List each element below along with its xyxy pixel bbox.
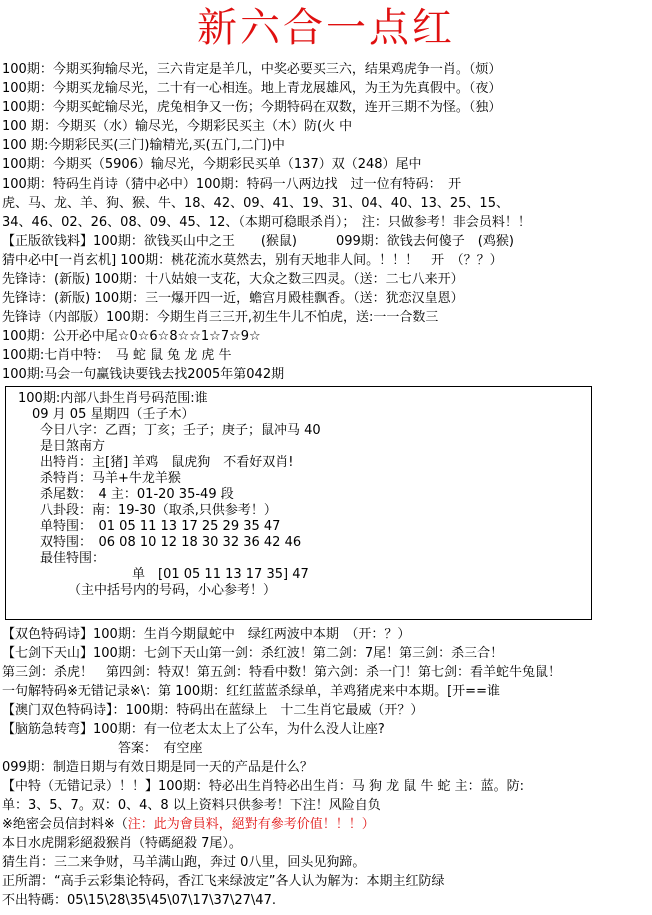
text-line: 猜生肖：三二来争财，马羊满山跑，奔过 0八里，回头见狗蹄。 xyxy=(2,855,366,870)
text-line: 单：3、5、7。双：0、4、8 以上资料只供参考！下注！风险自负 xyxy=(2,798,381,813)
text-line: 100期：公开必中尾☆0☆6☆8☆☆1☆7☆9☆ xyxy=(2,329,261,344)
box-line: （主中括号内的号码，小心参考！） xyxy=(68,583,277,598)
text-line: 先锋诗（内部版）100期：今期生肖三三开,初生牛儿不怕虎，送:一一合数三 xyxy=(2,310,439,325)
text-line: 100期：今期买蛇输尽光，虎兔相争又一伤；今期特码在双数，连开三期不为怪。（独） xyxy=(2,100,502,115)
box-line: 杀尾数： 4 主：01-20 35-49 段 xyxy=(40,487,234,502)
text-line: 100 期：今期买（水）输尽光，今期彩民买主（木）防(火 中 xyxy=(2,119,353,134)
text-line: 100期：今期买狗输尽光，三六肯定是羊几，中奖必要买三六，结果鸡虎争一肖。（烦） xyxy=(2,62,502,77)
text-line: 【脑筋急转弯】100期：有一位老太太上了公车，为什么没人让座? xyxy=(2,722,385,737)
text-line: 100期：特码生肖诗（猜中必中）100期：特码一八两边找 过一位有特码： 开 xyxy=(2,177,462,192)
text-line: 虎、马、龙、羊、狗、猴、牛、18、42、09、41、19、31、04、40、13、25、15、 xyxy=(2,196,509,211)
text-line: 【七剑下天山】100期：七剑下天山第一剑：杀红波！第二剑：7尾！第三剑：杀三合！ xyxy=(2,646,504,661)
box-line: 是日煞南方 xyxy=(40,439,106,454)
secret-label: ※绝密会员信封料※（ xyxy=(2,817,128,832)
text-line: 第三剑：杀虎！ 第四剑：特双！第五剑：特看中数！第六剑：杀一门！第七剑：看羊蛇牛兔鼠！ xyxy=(2,665,562,680)
info-box xyxy=(5,386,592,620)
text-line: 猜中必中[一肖玄机] 100期：桃花流水莫然去，别有天地非人间。！！！ 开 （？？） xyxy=(2,253,503,268)
box-line: 最佳特围： xyxy=(40,551,106,566)
text-line: 100期:七肖中特： 马 蛇 鼠 兔 龙 虎 牛 xyxy=(2,348,232,363)
text-line: 正所謂：“高手云彩集论特码，香江飞来绿波定”各人认为解为：本期主红防绿 xyxy=(2,874,445,889)
box-line: 杀特肖：马羊+牛龙羊猴 xyxy=(40,471,181,486)
page-title: 新六合一点红 xyxy=(197,5,455,51)
box-line: 单 [01 05 11 13 17 35] 47 xyxy=(132,567,309,582)
box-line: 双特围： 06 08 10 12 18 30 32 36 42 46 xyxy=(40,535,302,550)
text-line: 【澳门双色特码诗】：100期：特码出在蓝绿上 十二生肖它最威（开？） xyxy=(2,703,424,718)
text-line: 【中特（无错记录）！！】100期：特必出生肖特必出生肖：马 狗 龙 鼠 牛 蛇 主：蓝。防: xyxy=(2,779,524,794)
box-line: 单特围： 01 05 11 13 17 25 29 35 47 xyxy=(40,519,281,534)
box-line: 今日八字：乙酉；丁亥；壬子；庚子；鼠冲马 40 xyxy=(40,423,321,438)
member-note: 注：此为會員料，絕對有參考价值！！！） xyxy=(127,817,375,832)
text-line: 先锋诗：(新版) 100期：三一爆开四一近，蟾宫月殿桂飘香。（送：犹恋汉皇恩） xyxy=(2,291,464,306)
text-line: 答案： 有空座 xyxy=(118,741,203,756)
box-line: 八卦段：南：19-30（取杀,只供参考！） xyxy=(40,503,277,518)
box-line: 出特肖：主[猪] 羊鸡 鼠虎狗 不看好双肖! xyxy=(40,455,294,470)
text-line-highlight xyxy=(2,816,375,833)
text-line: 100 期:今期彩民买(三门)输精光,买(五门,二门)中 xyxy=(2,138,285,153)
text-line: 34、46、02、26、08、09、45、12、（本期可稳眼杀肖）； 注：只做参考！非会员料！！ xyxy=(2,215,531,230)
text-line: 【正版欲钱料】100期：欲钱买山中之王 (猴鼠) 099期：欲钱去何傻子 (鸡猴) xyxy=(2,234,514,249)
text-line: 一句解特码※无错记录※\：第 100期：红红蓝蓝杀绿单，羊鸡猪虎来中本期。[开==谁 xyxy=(2,684,500,699)
text-line: 【双色特码诗】100期：生肖今期鼠蛇中 绿红两波中本期 （开：？） xyxy=(2,627,411,642)
box-line: 100期:内部八卦生肖号码范围:谁 xyxy=(18,391,208,406)
text-line: 本日水虎開彩絕殺猴肖（特碼絕殺 7尾）。 xyxy=(2,836,242,851)
text-line: 100期:马会一句赢钱诀要钱去找2005年第042期 xyxy=(2,367,285,382)
text-line: 100期：今期买龙输尽光，二十有一心相连。地上青龙展雄风，为王为先真假中。（夜） xyxy=(2,81,502,96)
text-line: 不出特碼：05\15\28\35\45\07\17\37\27\47. xyxy=(2,893,276,908)
text-line: 099期：制造日期与有效日期是同一天的产品是什么？ xyxy=(2,760,313,775)
text-line: 100期：今期买（5906）输尽光，今期彩民买单（137）双（248）尾中 xyxy=(2,157,422,172)
box-line: 09 月 05 星期四（壬子木） xyxy=(32,407,195,422)
text-line: 先锋诗：(新版) 100期：十八姑娘一支花，大众之数三四灵。（送：二七八来开） xyxy=(2,272,464,287)
